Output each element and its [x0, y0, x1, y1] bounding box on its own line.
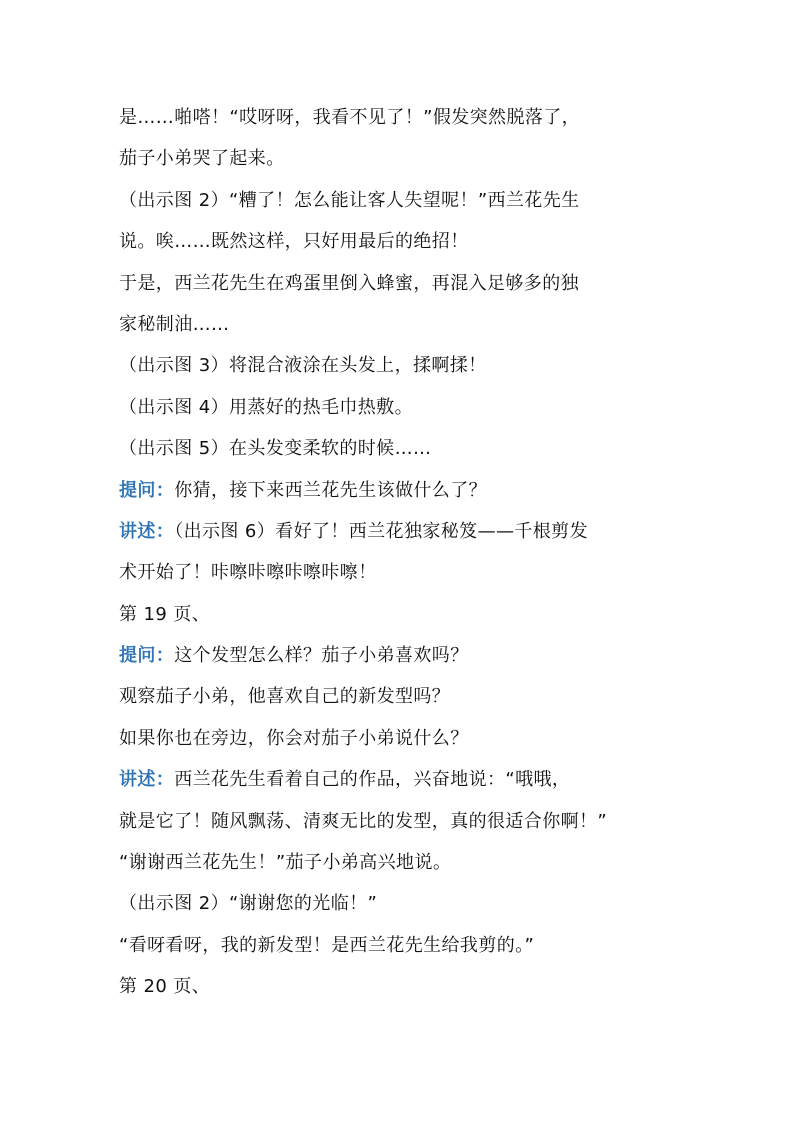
- line-text: 如果你也在旁边，你会对茄子小弟说什么？: [119, 727, 469, 749]
- text-line: [119, 966, 689, 1007]
- text-line: [119, 511, 689, 552]
- line-text: （出示图 4）用蒸好的热毛巾热敷。: [119, 396, 413, 418]
- text-line: [119, 635, 689, 676]
- text-line: [119, 180, 689, 221]
- text-line: [119, 552, 689, 593]
- line-text: 家秘制油……: [119, 313, 230, 335]
- line-text: （出示图 3）将混合液涂在头发上，揉啊揉！: [119, 355, 487, 377]
- line-text: 第 19 页、: [119, 603, 211, 625]
- text-line: [119, 428, 689, 469]
- text-line: [119, 263, 689, 304]
- text-line: [119, 304, 689, 345]
- text-line: [119, 842, 689, 883]
- text-line: [119, 883, 689, 924]
- text-line: [119, 676, 689, 717]
- line-text: （出示图 6）看好了！西兰花独家秘笈——千根剪发: [174, 520, 588, 542]
- line-text: 术开始了！咔嚓咔嚓咔嚓咔嚓！: [119, 562, 377, 584]
- line-label: 讲述：: [119, 769, 175, 791]
- line-text: 观察茄子小弟，他喜欢自己的新发型吗？: [119, 686, 451, 708]
- line-text: 就是它了！随风飘荡、清爽无比的发型，真的很适合你啊！”: [119, 810, 608, 832]
- text-line: [119, 97, 689, 138]
- text-line: [119, 138, 689, 179]
- line-text: 于是，西兰花先生在鸡蛋里倒入蜂蜜，再混入足够多的独: [119, 272, 579, 294]
- text-line: [119, 387, 689, 428]
- line-text: 茄子小弟哭了起来。: [119, 148, 285, 170]
- text-line: [119, 470, 689, 511]
- text-line: [119, 801, 689, 842]
- line-text: （出示图 5）在头发变柔软的时候……: [119, 438, 432, 460]
- line-text: 是……啪嗒！“哎呀呀，我看不见了！”假发突然脱落了，: [119, 107, 581, 128]
- line-label: 讲述：: [119, 520, 175, 542]
- line-text: 你猜，接下来西兰花先生该做什么了？: [174, 479, 488, 501]
- text-line: [119, 594, 689, 635]
- line-text: （出示图 2）“糟了！怎么能让客人失望呢！”西兰花先生: [119, 189, 580, 211]
- line-text: 这个发型怎么样？茄子小弟喜欢吗？: [174, 645, 469, 667]
- text-line: [119, 718, 689, 759]
- line-text: 西兰花先生看着自己的作品，兴奋地说：“哦哦，: [174, 769, 571, 791]
- text-line: [119, 759, 689, 800]
- text-line: [119, 925, 689, 966]
- line-text: “谢谢西兰花先生！”茄子小弟高兴地说。: [119, 852, 452, 874]
- text-line: [119, 345, 689, 386]
- line-label: 提问：: [119, 645, 175, 667]
- line-text: “看呀看呀，我的新发型！是西兰花先生给我剪的。”: [119, 934, 535, 956]
- line-text: 第 20 页、: [119, 976, 211, 998]
- story-text: [119, 97, 689, 1008]
- text-line: [119, 221, 689, 262]
- line-text: （出示图 2）“谢谢您的光临！”: [119, 893, 378, 915]
- line-text: 说。唉……既然这样，只好用最后的绝招！: [119, 231, 469, 253]
- line-label: 提问：: [119, 479, 175, 501]
